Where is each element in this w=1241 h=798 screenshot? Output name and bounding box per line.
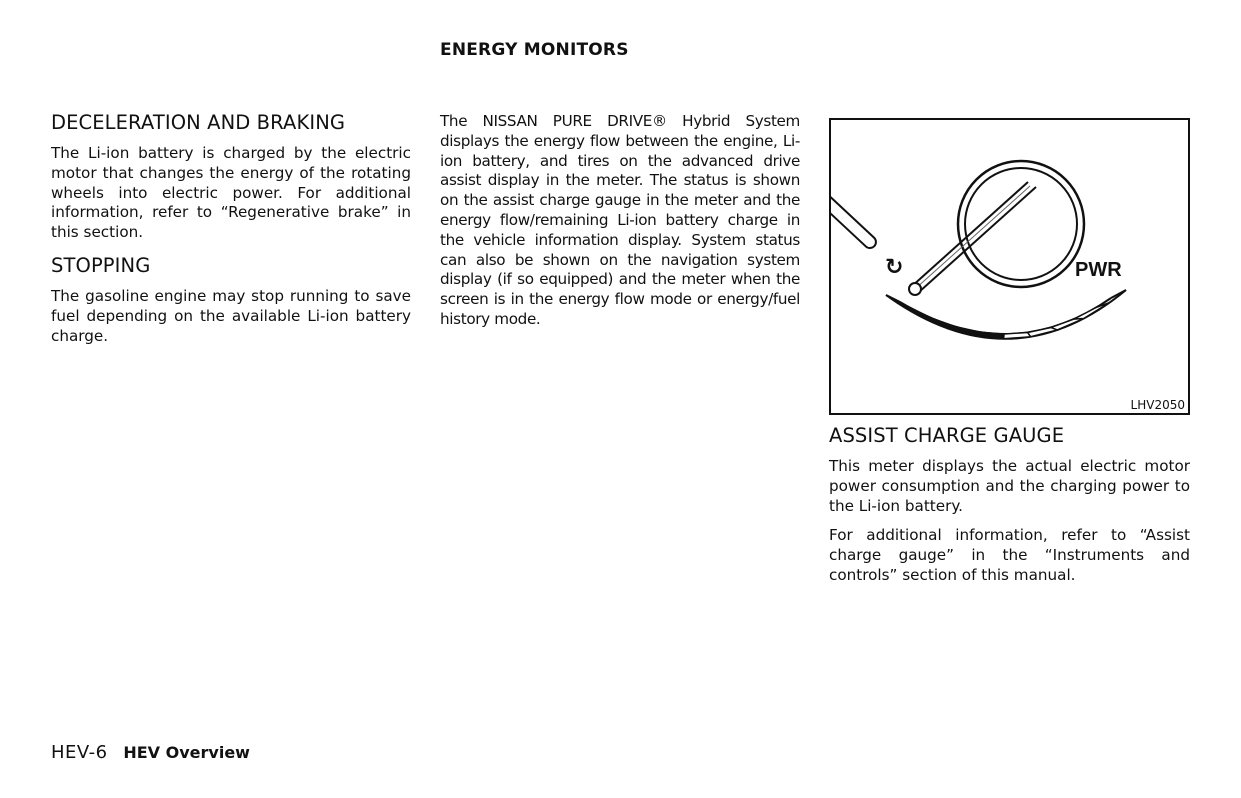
gauge-segment-empty (1051, 319, 1084, 330)
gauge-needle (831, 156, 878, 251)
pwr-label: PWR (1075, 259, 1122, 281)
gauge-segment-empty (1074, 302, 1110, 319)
gauge-segment-filled (921, 317, 955, 329)
section-title-assist-charge: ASSIST CHARGE GAUGE (829, 424, 1065, 447)
column-right (829, 114, 1190, 596)
chapter-name: HEV Overview (123, 743, 250, 762)
section-text-stopping: The gasoline engine may stop running to save fuel depending on the available Li-ion battery charge. (51, 286, 411, 345)
assist-charge-paragraph-2: For additional information, refer to “Assist charge gauge” in the “Instruments and controls” section of this manual. (829, 526, 1190, 584)
charge-icon: ↻ (885, 255, 904, 280)
section-title-stopping: STOPPING (51, 253, 151, 277)
section-title-deceleration: DECELERATION AND BRAKING (51, 111, 346, 134)
column-middle (440, 110, 800, 340)
page-title: ENERGY MONITORS (440, 40, 629, 60)
assist-charge-gauge-figure (829, 118, 1190, 415)
assist-charge-paragraph-1: This meter displays the actual electric motor power consumption and the charging power to the Li-ion battery. (829, 457, 1190, 515)
figure-code: LHV2050 (1130, 398, 1185, 412)
column-left (51, 110, 411, 356)
page-number: HEV-6 (51, 742, 108, 763)
page-footer (51, 742, 250, 763)
pure-drive-paragraph: The NISSAN PURE DRIVE® Hybrid System displays the energy flow between the engine, Li-ion battery, and tires on the advanced drive assist display in the meter. The status is shown on the assist charge gauge in the meter and the energy flow/remaining Li-ion battery charge in the vehicle information display. System status can also be shown on the navigation system display (if so equipped) and the meter when the screen is in the energy flow mode or energy/fuel history mode. (440, 112, 800, 328)
section-text-deceleration: The Li-ion battery is charged by the electric motor that changes the energy of the rotating wheels into electric power. For additional information, refer to “Regenerative brake” in this section. (51, 144, 411, 242)
gauge-segment-filled (893, 300, 931, 318)
